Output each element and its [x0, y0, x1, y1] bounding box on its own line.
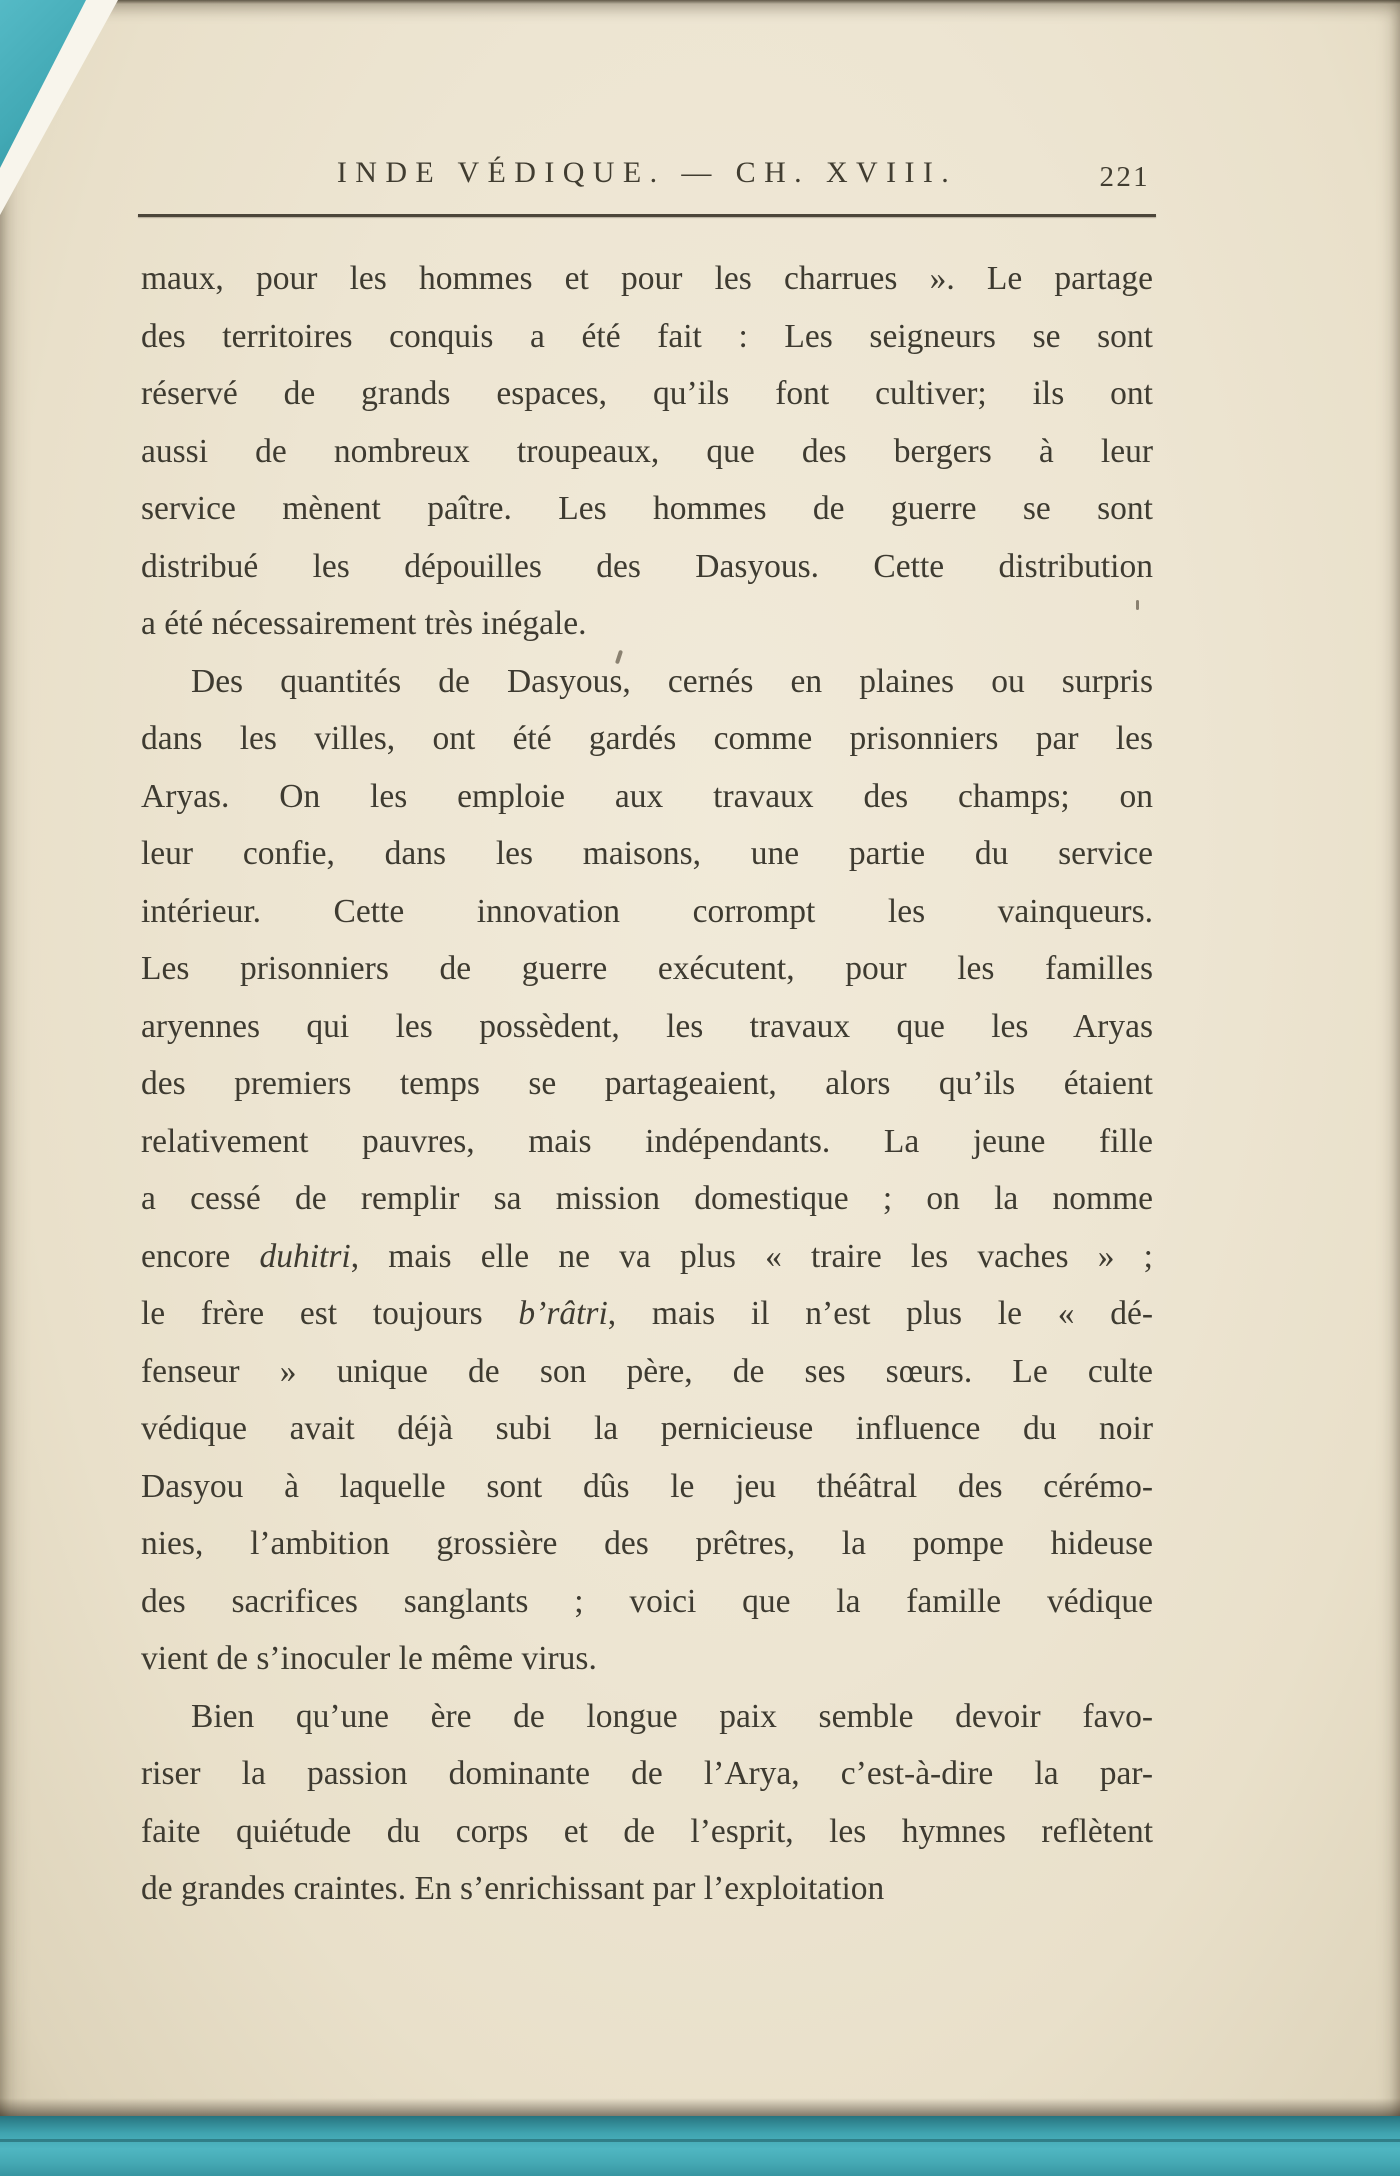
running-title: INDE VÉDIQUE. — CH. XVIII. [336, 156, 958, 189]
header-rule [138, 214, 1156, 217]
book-cover-bottom-edge [0, 2116, 1400, 2176]
text-line: des premiers temps se partageaient, alors qu’ils étaient [141, 1065, 1153, 1102]
text-line: Dasyou à laquelle sont dûs le jeu théâtral des cérémo- [141, 1467, 1153, 1505]
text-line: faite quiétude du corps et de l’esprit, les hymnes reflètent [141, 1812, 1153, 1850]
text-line: encore duhitri, mais elle ne va plus « traire les vaches » ; [141, 1237, 1153, 1275]
text-line: Des quantités de Dasyous, cernés en plaines ou surpris [191, 662, 1153, 700]
text-line: maux, pour les hommes et pour les charrues ». Le partage [141, 260, 1153, 297]
page-number: 221 [1099, 161, 1150, 193]
text-line: relativement pauvres, mais indépendants. La jeune fille [141, 1122, 1153, 1160]
scan-top-edge-shadow [0, 0, 1400, 4]
text-line: fenseur » unique de son père, de ses sœurs. Le culte [141, 1352, 1153, 1390]
paragraph [141, 653, 1153, 1688]
scan-speck [1136, 600, 1139, 610]
page-header [140, 156, 1154, 204]
text-line: dans les villes, ont été gardés comme prisonniers par les [141, 720, 1153, 757]
bottom-edge-shadow [0, 2098, 1400, 2116]
paragraph [141, 250, 1153, 653]
text-line: réservé de grands espaces, qu’ils font cultiver; ils ont [141, 375, 1153, 412]
text-line: service mènent paître. Les hommes de guerre se sont [141, 490, 1153, 527]
text-line: védique avait déjà subi la pernicieuse influence du noir [141, 1410, 1153, 1447]
text-line: riser la passion dominante de l’Arya, c’est-à-dire la par- [141, 1755, 1153, 1792]
text-line: Aryas. On les emploie aux travaux des champs; on [141, 777, 1153, 815]
book-edge-split-line [0, 2139, 1400, 2142]
text-line: Bien qu’une ère de longue paix semble devoir favo- [191, 1697, 1153, 1735]
text-line: a cessé de remplir sa mission domestique ; on la nomme [141, 1180, 1153, 1217]
text-line: aussi de nombreux troupeaux, que des bergers à leur [141, 432, 1153, 470]
text-line: nies, l’ambition grossière des prêtres, la pompe hideuse [141, 1525, 1153, 1562]
text-line: Les prisonniers de guerre exécutent, pour les familles [141, 950, 1153, 987]
text-line: intérieur. Cette innovation corrompt les vainqueurs. [141, 892, 1153, 930]
text-line: le frère est toujours b’râtri, mais il n’est plus le « dé- [141, 1295, 1153, 1332]
paragraph [141, 1688, 1153, 1918]
text-line: des sacrifices sanglants ; voici que la famille védique [141, 1582, 1153, 1620]
text-line: leur confie, dans les maisons, une partie du service [141, 835, 1153, 872]
text-line: distribué les dépouilles des Dasyous. Cette distribution [141, 547, 1153, 585]
text-line: de grandes craintes. En s’enrichissant par l’exploitation [141, 1870, 885, 1907]
text-line: aryennes qui les possèdent, les travaux que les Aryas [141, 1007, 1153, 1045]
text-line: des territoires conquis a été fait : Les seigneurs se sont [141, 317, 1153, 355]
text-line: a été nécessairement très inégale. [141, 605, 587, 642]
text-line: vient de s’inoculer le même virus. [141, 1640, 597, 1677]
page-body [141, 250, 1153, 1918]
